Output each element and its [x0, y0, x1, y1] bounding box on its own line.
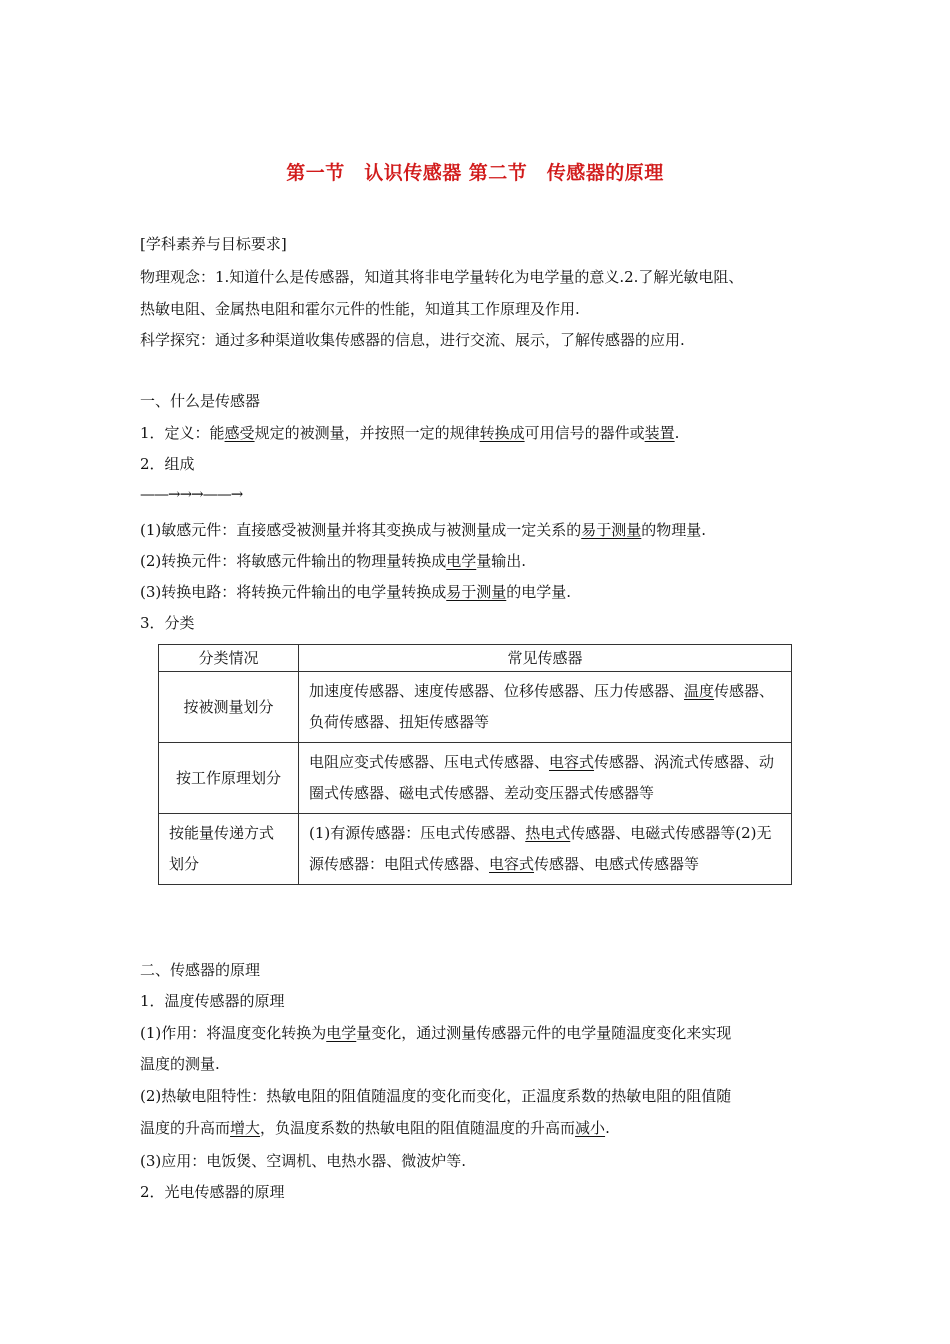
table-header-sensors: 常见传感器: [299, 645, 792, 672]
table-row-label: 按被测量划分: [159, 672, 299, 743]
thermistor-text: 温度的升高而: [140, 1119, 231, 1137]
composition-heading: 2．组成: [140, 455, 195, 473]
goals-line-2: 热敏电阻、金属热电阻和霍尔元件的性能，知道其工作原理及作用.: [140, 300, 580, 318]
definition-blank-1: 感受: [224, 424, 255, 442]
photo-sensor-heading: 2．光电传感器的原理: [140, 1183, 285, 1201]
thermistor-line-1: (2)热敏电阻特性：热敏电阻的阻值随温度的变化而变化，正温度系数的热敏电阻的阻值随: [140, 1087, 732, 1105]
thermistor-blank-2: 减小: [575, 1119, 606, 1137]
definition-line: [140, 418, 830, 448]
temp-application-line: (3)应用：电饭煲、空调机、电热水器、微波炉等.: [140, 1152, 467, 1170]
temp-function-line-1: [140, 1018, 830, 1048]
definition-blank-2: 转换成: [479, 424, 525, 442]
composition-item-2-tail: 量输出.: [476, 552, 527, 570]
thermistor-mid: ，负温度系数的热敏电阻的阻值随温度的升高而: [260, 1119, 576, 1137]
row1-blank: 温度: [684, 682, 715, 700]
definition-text-1: 1．定义：能: [140, 424, 225, 442]
temp-function-tail: 量变化，通过测量传感器元件的电学量随温度变化来实现: [356, 1024, 732, 1042]
table-row-label: 按工作原理划分: [159, 743, 299, 814]
composition-item-2: [140, 546, 830, 576]
classification-heading: 3．分类: [140, 614, 195, 632]
table-row-content: [299, 814, 792, 885]
thermistor-tail: .: [605, 1119, 610, 1137]
composition-arrow-diagram: ——→→→——→: [140, 485, 243, 503]
composition-item-1-text: (1)敏感元件：直接感受被测量并将其变换成与被测量成一定关系的: [140, 521, 582, 539]
composition-item-3-tail: 的电学量.: [506, 583, 572, 601]
table-row: [159, 672, 792, 743]
definition-text-2: 规定的被测量，并按照一定的规律: [254, 424, 480, 442]
goals-line-3: 科学探究：通过多种渠道收集传感器的信息，进行交流、展示，了解传感器的应用.: [140, 331, 685, 349]
composition-item-1-tail: 的物理量.: [641, 521, 707, 539]
row3-blank-1: 热电式: [525, 824, 571, 842]
thermistor-blank-1: 增大: [230, 1119, 261, 1137]
composition-item-2-blank: 电学: [446, 552, 477, 570]
definition-blank-3: 装置: [644, 424, 675, 442]
table-row-content: [299, 672, 792, 743]
table-row: [159, 743, 792, 814]
row2-text: 电阻应变式传感器、压电式传感器、: [309, 753, 550, 771]
temp-function-line-2: 温度的测量.: [140, 1055, 220, 1073]
thermistor-line-2: [140, 1113, 830, 1143]
composition-item-3-text: (3)转换电路：将转换元件输出的电学量转换成: [140, 583, 447, 601]
section1-heading: 一、什么是传感器: [140, 392, 261, 410]
table-row: [159, 814, 792, 885]
definition-text-3: 可用信号的器件或: [524, 424, 645, 442]
section2-heading: 二、传感器的原理: [140, 961, 261, 979]
composition-item-3: [140, 577, 830, 607]
composition-item-1-blank: 易于测量: [581, 521, 642, 539]
row2-tail: 传感器、涡流式传感器、动圈式传感器、磁电式传感器、差动变压器式传感器等: [309, 753, 775, 802]
temp-sensor-heading: 1．温度传感器的原理: [140, 992, 285, 1010]
table-row-label: 按能量传递方式划分: [159, 814, 299, 885]
goals-heading: [学科素养与目标要求]: [140, 235, 287, 253]
row3-tail: 传感器、电感式传感器等: [534, 855, 700, 873]
table-row-content: [299, 743, 792, 814]
temp-function-text: (1)作用：将温度变化转换为: [140, 1024, 327, 1042]
composition-item-3-blank: 易于测量: [446, 583, 507, 601]
page-title: 第一节 认识传感器 第二节 传感器的原理: [286, 162, 664, 184]
table-header-row: [159, 645, 792, 672]
classification-table: [158, 644, 792, 885]
composition-item-2-text: (2)转换元件：将敏感元件输出的物理量转换成: [140, 552, 447, 570]
table-header-category: 分类情况: [159, 645, 299, 672]
temp-function-blank: 电学: [326, 1024, 357, 1042]
row1-text: 加速度传感器、速度传感器、位移传感器、压力传感器、: [309, 682, 685, 700]
definition-text-4: .: [674, 424, 680, 442]
row3-text: (1)有源传感器：压电式传感器、: [309, 824, 526, 842]
goals-line-1: 物理观念：1.知道什么是传感器，知道其将非电学量转化为电学量的意义.2.了解光敏电阻、: [140, 268, 744, 286]
row2-blank: 电容式: [549, 753, 595, 771]
row3-blank-2: 电容式: [489, 855, 535, 873]
row1-tail: 传感器、负荷传感器、扭矩传感器等: [309, 682, 775, 731]
composition-item-1: [140, 515, 830, 545]
row3-mid: 传感器、电磁式传感器等(2)无源传感器：电阻式传感器、: [309, 824, 772, 873]
